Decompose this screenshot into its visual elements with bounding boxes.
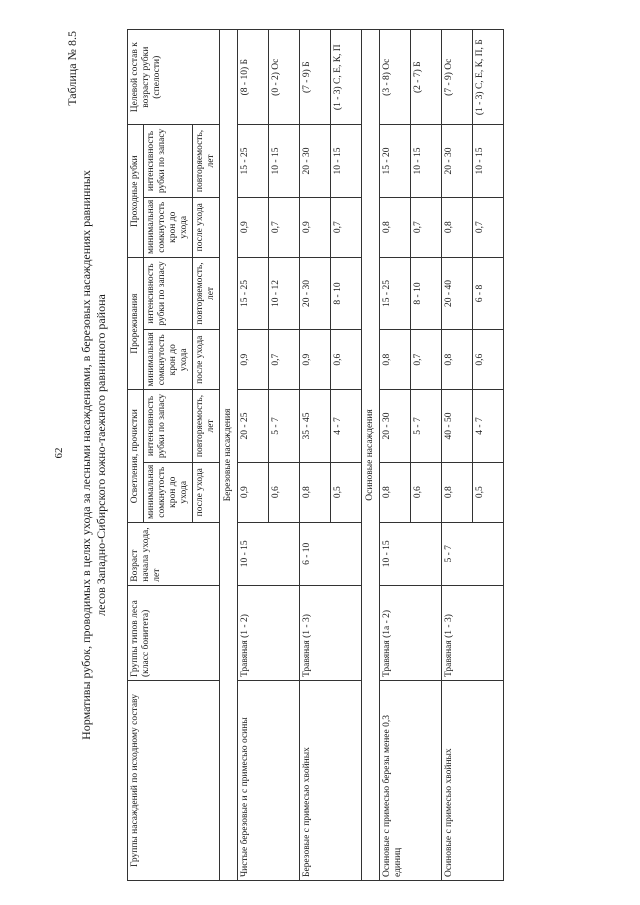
section-title: Березовые насаждения [220, 30, 238, 881]
table-cell: 8 - 10 [411, 257, 442, 329]
header-after-care: после ухода [193, 330, 220, 390]
group-name: Березовые с примесью хвойных [300, 681, 362, 881]
header-after-care: после ухода [193, 197, 220, 257]
table-cell: 20 - 30 [380, 390, 411, 462]
forest-type: Травяная (1а - 2) [380, 585, 442, 680]
table-cell: 15 - 25 [380, 257, 411, 329]
header-group: Группы насаждений по исходному составу [128, 681, 220, 881]
section-title: Осиновые насаждения [362, 30, 380, 881]
table-cell: (3 - 8) Ос [380, 30, 411, 125]
table-cell: 15 - 20 [380, 125, 411, 197]
table-cell: 0,6 [331, 330, 362, 390]
table-cell: 0,5 [331, 462, 362, 522]
table-cell: 20 - 25 [238, 390, 269, 462]
table-cell: 0,9 [300, 330, 331, 390]
header-target: Целевой состав к возрасту рубки (спелости) [128, 30, 220, 125]
table-cell: 15 - 25 [238, 257, 269, 329]
table-cell: 10 - 12 [269, 257, 300, 329]
table-cell: 4 - 7 [473, 390, 504, 462]
header-repeat: повторяемость, лет [193, 257, 220, 329]
title-line: лесов Западно-Сибирского южно-таежного равнинного района [94, 294, 108, 616]
group-name: Чистые березовые и с примесью осины [238, 681, 300, 881]
header-after-care: после ухода [193, 462, 220, 522]
start-age: 6 - 10 [300, 522, 362, 585]
table-cell: 0,6 [269, 462, 300, 522]
header-age: Возраст начала ухода, лет [128, 522, 220, 585]
start-age: 10 - 15 [238, 522, 300, 585]
table-cell: 0,9 [238, 197, 269, 257]
table-cell: 0,6 [473, 330, 504, 390]
header-osvetlenia: Осветления, прочистки [128, 390, 144, 523]
table-row [300, 30, 331, 881]
forest-type: Травяная (1 - 3) [300, 585, 362, 680]
table-cell: 0,8 [380, 330, 411, 390]
table-cell: 5 - 7 [411, 390, 442, 462]
header-repeat: повторяемость, лет [193, 125, 220, 197]
page-number: 62 [53, 447, 65, 459]
table-body [220, 30, 504, 881]
table-cell: 40 - 50 [442, 390, 473, 462]
table-cell: 0,7 [331, 197, 362, 257]
table-cell: 20 - 40 [442, 257, 473, 329]
table-cell: 0,8 [380, 197, 411, 257]
table-row [238, 30, 269, 881]
table-cell: 20 - 30 [442, 125, 473, 197]
section-row [220, 30, 238, 881]
table-cell: 0,7 [269, 330, 300, 390]
table-cell: 6 - 8 [473, 257, 504, 329]
table-cell: 10 - 15 [411, 125, 442, 197]
table-cell: 0,7 [473, 197, 504, 257]
table-cell: 35 - 45 [300, 390, 331, 462]
table-cell: 0,7 [411, 330, 442, 390]
table-cell: (2 - 7) Б [411, 30, 442, 125]
header-forest-type: Группы типов леса (класс бонитета) [128, 585, 220, 680]
table-cell: 0,8 [380, 462, 411, 522]
table-cell: 0,7 [411, 197, 442, 257]
table-row [380, 30, 411, 881]
table-cell: 10 - 15 [331, 125, 362, 197]
table-cell: 0,8 [442, 330, 473, 390]
section-row [362, 30, 380, 881]
table-row [442, 30, 473, 881]
header-prorezhivania: Прореживания [128, 257, 144, 390]
table-cell: (8 - 10) Б [238, 30, 269, 125]
forest-type: Травяная (1 - 3) [442, 585, 504, 680]
table-cell: 0,8 [300, 462, 331, 522]
header-intensity: интенсивность рубки по запасу [144, 257, 193, 329]
header-repeat: повторяемость, лет [193, 390, 220, 462]
table-cell: 15 - 25 [238, 125, 269, 197]
table-cell: 4 - 7 [331, 390, 362, 462]
table-cell: 0,8 [442, 197, 473, 257]
table-cell: 20 - 30 [300, 257, 331, 329]
header-intensity: интенсивность рубки по запасу [144, 125, 193, 197]
table-cell: 0,8 [442, 462, 473, 522]
forest-type: Травяная (1 - 2) [238, 585, 300, 680]
header-prohodnye: Проходные рубки [128, 125, 144, 258]
table-cell: (1 - 3) С, Е, К, П, Б [473, 30, 504, 125]
header-intensity: интенсивность рубки по запасу [144, 390, 193, 462]
table-cell: 0,9 [238, 330, 269, 390]
table-cell: 10 - 15 [269, 125, 300, 197]
table-cell: (1 - 3) С, Е, К, П [331, 30, 362, 125]
header-min-density: минимальная сомкнутость крон до ухода [144, 197, 193, 257]
norms-table [127, 29, 504, 881]
start-age: 5 - 7 [442, 522, 504, 585]
table-cell: (7 - 9) Б [300, 30, 331, 125]
table-title [79, 25, 109, 885]
table-cell: 10 - 15 [473, 125, 504, 197]
table-cell: 20 - 30 [300, 125, 331, 197]
title-line: Нормативы рубок, проводимых в целях ухода за лесными насаждениями, в березовых насаждениях равнинных [79, 170, 93, 740]
start-age: 10 - 15 [380, 522, 442, 585]
table-cell: 8 - 10 [331, 257, 362, 329]
header-min-density: минимальная сомкнутость крон до ухода [144, 462, 193, 522]
rotated-page [57, 25, 597, 885]
header-min-density: минимальная сомкнутость крон до ухода [144, 330, 193, 390]
group-name: Осиновые с примесью березы менее 0,3 единиц [380, 681, 442, 881]
table-cell: (0 - 2) Ос [269, 30, 300, 125]
table-cell: (7 - 9) Ос [442, 30, 473, 125]
group-name: Осиновые с примесью хвойных [442, 681, 504, 881]
table-cell: 5 - 7 [269, 390, 300, 462]
table-cell: 0,6 [411, 462, 442, 522]
table-cell: 0,9 [300, 197, 331, 257]
table-cell: 0,9 [238, 462, 269, 522]
table-label: Таблица № 8.5 [65, 31, 79, 106]
table-cell: 0,5 [473, 462, 504, 522]
table-cell: 0,7 [269, 197, 300, 257]
